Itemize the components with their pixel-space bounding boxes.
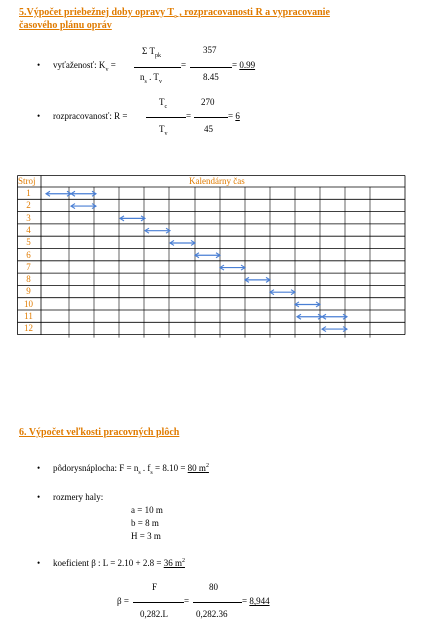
- bullet-icon: •: [37, 111, 41, 121]
- coef-result-sup: 2: [181, 558, 185, 564]
- area-formula: [53, 463, 209, 476]
- gantt-labels: [17, 175, 409, 353]
- util-fraction-line-2: [190, 67, 232, 68]
- section5-title-line1: 5.Výpočet priebežnej doby opravy T: [19, 7, 175, 18]
- rozprac-den-sym-text: T: [159, 124, 165, 134]
- util-result: 0.99: [239, 60, 256, 70]
- section5-title-line2: časového plánu opráv: [19, 20, 112, 31]
- gantt-row-label: 12: [24, 323, 33, 334]
- rozprac-num-sub: c: [164, 103, 168, 110]
- rozprac-den-sub: v: [164, 130, 168, 137]
- coef-result: [164, 558, 185, 568]
- util-num-sym: [142, 46, 161, 59]
- util-fraction-line: [134, 67, 181, 68]
- util-label: [53, 60, 116, 73]
- section5-title-rest: , rozpracovanosti R a vypracovanie: [176, 7, 330, 18]
- util-den2: . T: [146, 72, 159, 82]
- gantt-row-label: 3: [26, 212, 31, 223]
- util-num-sub: pk: [155, 52, 161, 59]
- area-result-text: 80 m: [187, 463, 206, 473]
- rozprac-eq: =: [186, 111, 192, 121]
- rozprac-result: 6: [235, 111, 240, 121]
- util-eq: =: [108, 60, 116, 70]
- rozprac-num-sym: [159, 97, 167, 110]
- bullet-icon: •: [37, 60, 41, 70]
- beta-eq2: =: [242, 596, 250, 606]
- area-rest: = 8.10 =: [152, 463, 188, 473]
- rozprac-fraction-line-2: [194, 117, 228, 118]
- coef-formula: [53, 558, 185, 568]
- hall-h: H = 3 m: [131, 531, 161, 541]
- hall-a: a = 10 m: [131, 505, 163, 515]
- coef-label: koeficient β : L = 2.10 + 2.8 =: [53, 558, 164, 568]
- gantt-row-label: 5: [26, 237, 31, 248]
- hall-label: rozmery haly:: [53, 492, 104, 502]
- beta-lhs: β =: [117, 596, 129, 606]
- beta-result-wrap: [242, 596, 270, 606]
- rozprac-label: rozpracovanosť: R =: [53, 111, 128, 121]
- beta-eq: =: [184, 596, 190, 606]
- rozprac-num-sym-text: T: [159, 97, 165, 107]
- area-sub1: s: [138, 469, 141, 476]
- util-den1: n: [140, 72, 145, 82]
- rozprac-fraction-line: [146, 117, 186, 118]
- beta-num-val: 80: [209, 582, 218, 592]
- util-den2-sub: v: [158, 78, 162, 85]
- gantt-header-stroj: Stroj: [18, 176, 36, 186]
- bullet-icon: •: [37, 463, 41, 473]
- area-result-sup: 2: [205, 463, 209, 469]
- util-label-text: vyťaženosť: K: [53, 60, 106, 70]
- beta-result: 8,944: [249, 596, 270, 606]
- util-den: [140, 72, 162, 85]
- gantt-header-kalendar: Kalendárny čas: [189, 176, 245, 186]
- area-sub2: s: [150, 469, 153, 476]
- util-label-sub: v: [105, 66, 109, 73]
- hall-b: b = 8 m: [131, 518, 159, 528]
- util-num-val: 357: [203, 45, 217, 55]
- util-eq3: =: [232, 60, 240, 70]
- rozprac-den-val: 45: [204, 124, 213, 134]
- gantt-row-label: 6: [26, 249, 31, 260]
- bullet-icon: •: [37, 558, 41, 568]
- section5-title-sub: c: [174, 14, 177, 20]
- beta-den-val: 0,282.36: [196, 609, 228, 619]
- util-den1-sub: s: [144, 78, 147, 85]
- bullet-icon: •: [37, 492, 41, 502]
- util-den-val: 8.45: [203, 72, 219, 82]
- beta-fraction-line: [133, 602, 184, 603]
- area-mid: . f: [140, 463, 151, 473]
- gantt-row-label: 9: [26, 286, 31, 297]
- area-label: pôdorysnáplocha: F = n: [53, 463, 139, 473]
- gantt-row-label: 2: [26, 200, 31, 211]
- util-num-sym-text: Σ T: [142, 46, 155, 56]
- coef-result-text: 36 m: [163, 558, 182, 568]
- gantt-row-label: 11: [24, 311, 33, 321]
- gantt-row-label: 4: [26, 224, 31, 235]
- beta-fraction-line-2: [193, 602, 242, 603]
- section6-title: 6. Výpočet veľkosti pracovných plôch: [19, 427, 180, 438]
- area-result: [188, 463, 209, 473]
- rozprac-result-wrap: [228, 111, 240, 121]
- rozprac-den-sym: [159, 124, 168, 137]
- gantt-row-label: 8: [26, 274, 31, 285]
- rozprac-num-val: 270: [201, 97, 215, 107]
- beta-den-sym: 0,282.L: [140, 609, 168, 619]
- gantt-row-label: 1: [26, 188, 31, 198]
- gantt-row-label: 10: [24, 298, 33, 309]
- beta-num-sym: F: [152, 582, 158, 592]
- gantt-row-label: 7: [26, 261, 31, 272]
- util-eq2: =: [181, 60, 187, 70]
- util-result-wrap: [232, 60, 255, 70]
- rozprac-eq2: =: [228, 111, 236, 121]
